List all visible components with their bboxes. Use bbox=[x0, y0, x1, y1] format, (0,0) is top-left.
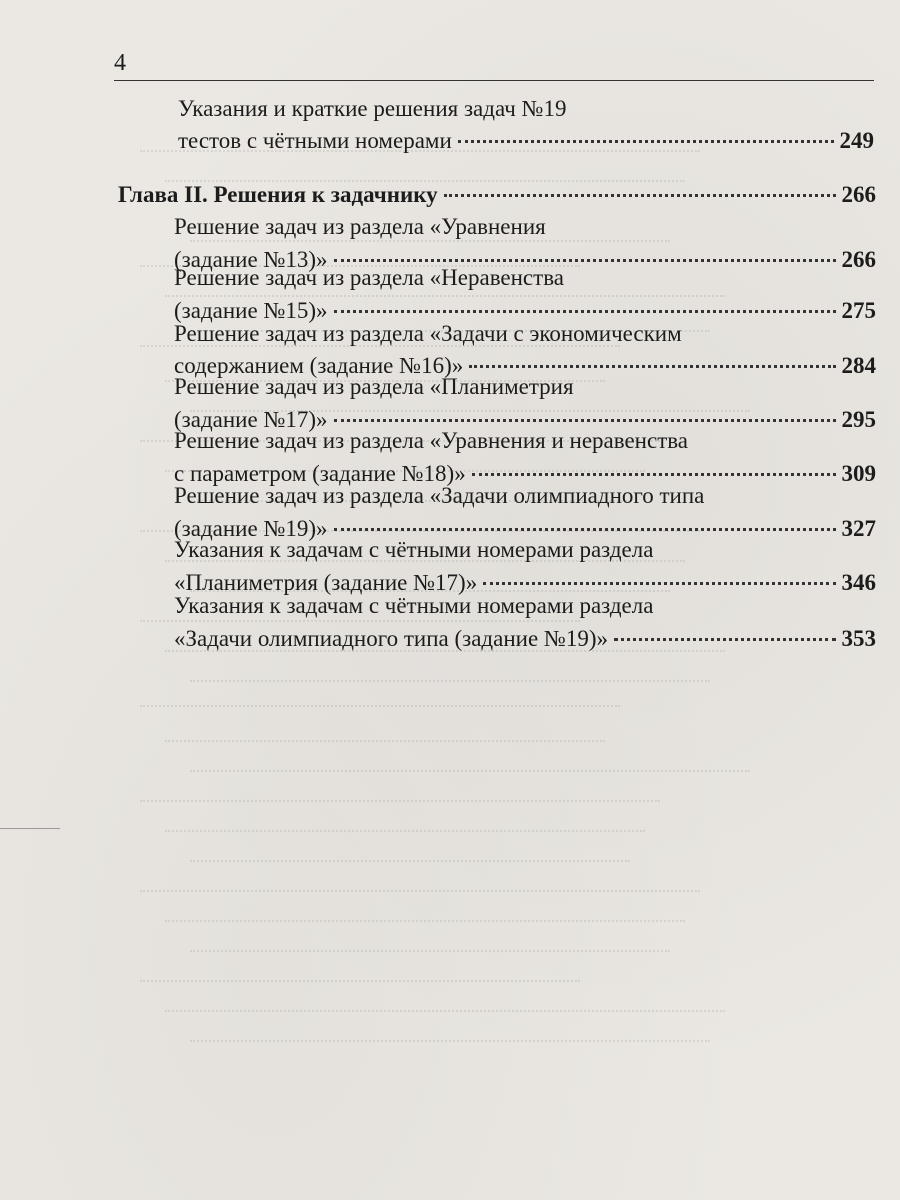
header-rule bbox=[114, 80, 874, 81]
toc-entry[interactable] bbox=[178, 94, 874, 156]
bleed-through-leader bbox=[190, 1040, 710, 1042]
dot-leader bbox=[483, 582, 835, 585]
toc-page-number: 327 bbox=[841, 516, 876, 541]
toc-page-number: 266 bbox=[841, 247, 876, 272]
bleed-through-leader bbox=[190, 680, 710, 682]
dot-leader bbox=[614, 638, 835, 641]
bleed-through-leader bbox=[165, 1010, 725, 1012]
bleed-through-leader bbox=[140, 800, 660, 802]
toc-entry-title: Решение задач из раздела «Неравенства bbox=[174, 265, 564, 290]
toc-entry[interactable] bbox=[174, 263, 876, 326]
bleed-through-leader bbox=[140, 705, 620, 707]
toc-entry-title-end: (задание №17)» bbox=[174, 407, 328, 432]
toc-entry-title-end: «Планиметрия (задание №17)» bbox=[174, 570, 478, 595]
toc-entry-title-end: (задание №19)» bbox=[174, 516, 328, 541]
dot-leader bbox=[334, 528, 836, 531]
dot-leader bbox=[458, 140, 834, 143]
toc-entry-title: Решение задач из раздела «Планиметрия bbox=[174, 374, 574, 399]
toc-page-number: 266 bbox=[841, 182, 876, 207]
toc-page-number: 249 bbox=[839, 128, 874, 153]
bleed-through-leader bbox=[140, 980, 580, 982]
toc-page-number: 309 bbox=[841, 461, 876, 486]
toc-entry-leader bbox=[174, 624, 876, 654]
bleed-through-leader bbox=[165, 920, 685, 922]
margin-mark bbox=[0, 828, 60, 829]
dot-leader bbox=[334, 419, 836, 422]
dot-leader bbox=[469, 365, 835, 368]
bleed-through-leader bbox=[140, 890, 700, 892]
bleed-through-leader bbox=[190, 860, 630, 862]
dot-leader bbox=[334, 310, 836, 313]
toc-entry-title-end: содержанием (задание №16)» bbox=[174, 353, 464, 378]
toc-entry-title: Указания и краткие решения задач №19 bbox=[178, 96, 567, 121]
dot-leader bbox=[334, 259, 836, 262]
toc-page-number: 295 bbox=[841, 407, 876, 432]
toc-entry[interactable] bbox=[174, 535, 876, 598]
toc-entry-title: Указания к задачам с чётными номерами раздела bbox=[174, 593, 654, 618]
toc-entry-title: Решение задач из раздела «Задачи олимпиадного типа bbox=[174, 483, 705, 508]
bleed-through-leader bbox=[190, 950, 670, 952]
toc-entry[interactable] bbox=[174, 426, 876, 489]
toc-chapter-title: Глава II. Решения к задачнику bbox=[118, 182, 438, 207]
toc-chapter-entry[interactable] bbox=[118, 180, 876, 210]
toc-entry-title-end: «Задачи олимпиадного типа (задание №19)» bbox=[174, 626, 609, 651]
page-number: 4 bbox=[114, 50, 126, 76]
dot-leader bbox=[472, 473, 836, 476]
toc-page-number: 346 bbox=[841, 570, 876, 595]
toc-entry-title-end: (задание №13)» bbox=[174, 247, 328, 272]
toc-entry-leader bbox=[178, 126, 874, 156]
toc-entry-leader bbox=[118, 180, 876, 210]
toc-entry[interactable] bbox=[174, 591, 876, 654]
bleed-through-leader bbox=[165, 740, 605, 742]
toc-entry-title-end: (задание №15)» bbox=[174, 298, 328, 323]
toc-page-number: 353 bbox=[841, 626, 876, 651]
toc-page-number: 275 bbox=[841, 298, 876, 323]
bleed-through-leader bbox=[190, 770, 750, 772]
toc-entry-title: Указания к задачам с чётными номерами раздела bbox=[174, 537, 654, 562]
toc-entry-title-end: тестов с чётными номерами bbox=[178, 128, 452, 153]
toc-entry-title-end: с параметром (задание №18)» bbox=[174, 461, 466, 486]
toc-page-number: 284 bbox=[841, 353, 876, 378]
toc-entry-title: Решение задач из раздела «Задачи с экономическим bbox=[174, 321, 682, 346]
toc-entry-title: Решение задач из раздела «Уравнения и неравенства bbox=[174, 428, 689, 453]
toc-entry-title: Решение задач из раздела «Уравнения bbox=[174, 214, 546, 239]
dot-leader bbox=[444, 194, 836, 197]
bleed-through-leader bbox=[165, 830, 645, 832]
